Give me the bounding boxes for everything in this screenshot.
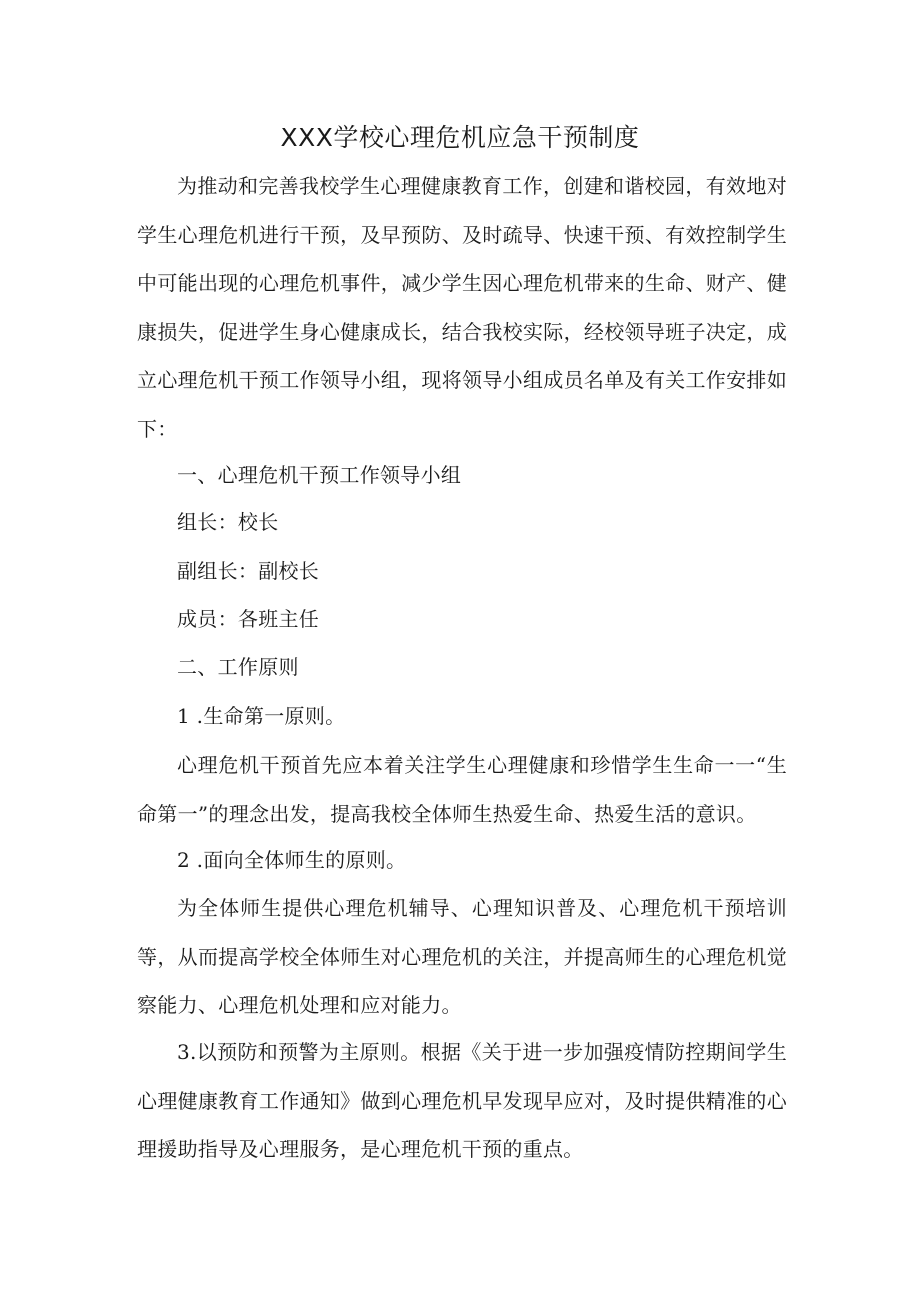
deputy-leader-line: 副组长：副校长: [177, 559, 320, 583]
principle3-paragraph: 3.以预防和预警为主原则。根据《关于进一步加强疫情防控期间学生心理健康教育工作通知》做到心理危机早发现早应对，及时提供精准的心理援助指导及心理服务，是心理危机干预的重点。: [137, 1040, 787, 1161]
section1-heading: 一、心理危机干预工作领导小组: [177, 463, 462, 487]
members-line: 成员：各班主任: [177, 607, 320, 631]
principle2-heading: 2 .面向全体师生的原则。: [177, 848, 407, 872]
principle2-paragraph: 为全体师生提供心理危机辅导、心理知识普及、心理危机干预培训等，从而提高学校全体师生对心理危机的关注，并提高师生的心理危机觉察能力、心理危机处理和应对能力。: [137, 896, 787, 1017]
leader-line: 组长：校长: [177, 510, 279, 534]
principle1-heading: 1 .生命第一原则。: [177, 704, 346, 728]
intro-paragraph: 为推动和完善我校学生心理健康教育工作，创建和谐校园，有效地对学生心理危机进行干预，及早预防、及时疏导、快速干预、有效控制学生中可能出现的心理危机事件，减少学生因心理危机带来的生命、财产、健康损失，促进学生身心健康成长，结合我校实际，经校领导班子决定，成立心理危机干预工作领导小组，现将领导小组成员名单及有关工作安排如下：: [137, 174, 787, 441]
principle1-paragraph: 心理危机干预首先应本着关注学生心理健康和珍惜学生生命一一“生命第一”的理念出发，提高我校全体师生热爱生命、热爱生活的意识。: [137, 753, 787, 826]
section2-heading: 二、工作原则: [177, 655, 299, 679]
document-title: XXX学校心理危机应急干预制度: [280, 123, 640, 152]
